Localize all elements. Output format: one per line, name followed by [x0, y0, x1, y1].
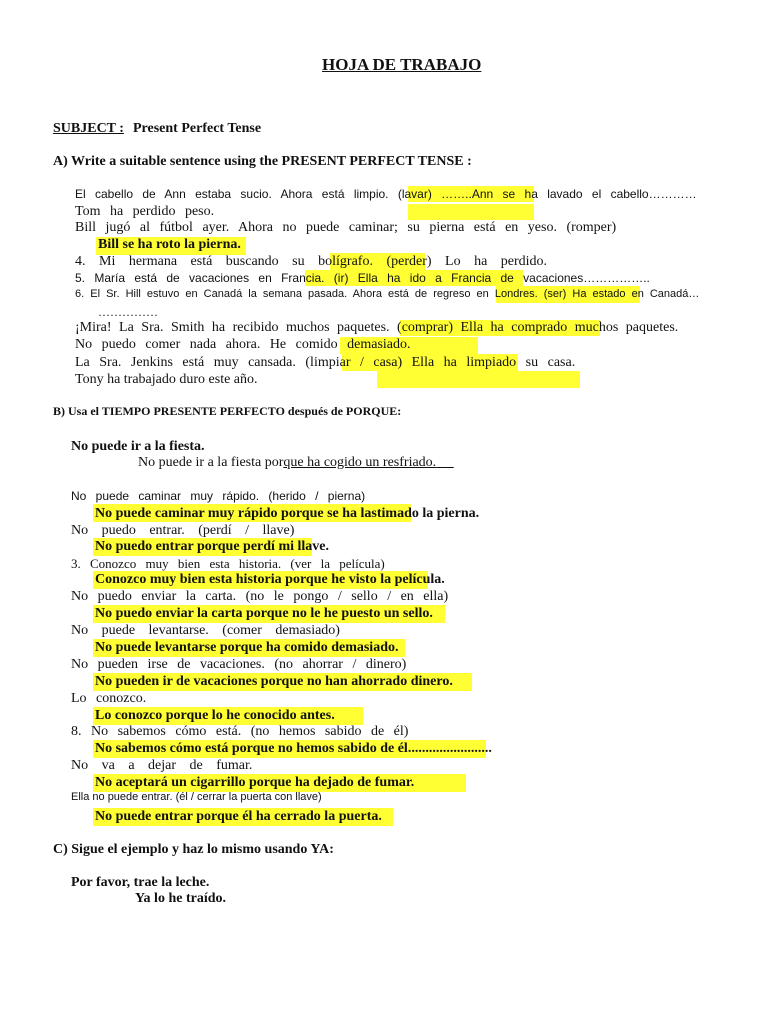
section-a-line: El cabello de Ann estaba sucio. Ahora está limpio. (lavar) ……..Ann se ha lavado el cabello…………: [75, 187, 697, 201]
section-b-prompt: Ella no puede entrar. (él / cerrar la puerta con llave): [71, 791, 322, 803]
section-c-heading: C) Sigue el ejemplo y haz lo mismo usando YA:: [53, 842, 334, 857]
section-b-heading: B) Usa el TIEMPO PRESENTE PERFECTO después de PORQUE:: [53, 404, 402, 418]
section-b-answer: No aceptará un cigarrillo porque ha dejado de fumar.: [95, 775, 415, 790]
highlight: [377, 371, 580, 388]
section-a-line: 4. Mi hermana está buscando su bolígrafo. (perder) Lo ha perdido.: [75, 254, 548, 269]
section-a-line: La Sra. Jenkins está muy cansada. (limpiar / casa) Ella ha limpiado su casa.: [75, 355, 576, 370]
section-c-example-prompt: Por favor, trae la leche.: [71, 875, 210, 890]
section-b-prompt: No puede caminar muy rápido. (herido / pierna): [71, 489, 366, 503]
section-b-prompt: Lo conozco.: [71, 691, 147, 706]
section-b-prompt: No puedo enviar la carta. (no le pongo / sello / en ella): [71, 589, 449, 604]
section-b-answer: No pueden ir de vacaciones porque no han ahorrado dinero.: [95, 674, 453, 689]
section-a-line: 6. El Sr. Hill estuvo en Canadá la semana pasada. Ahora está de regreso en Londres. (ser) Ha estado en Canadá…: [75, 288, 700, 300]
section-a-line: ¡Mira! La Sra. Smith ha recibido muchos paquetes. (comprar) Ella ha comprado muchos paquetes.: [75, 320, 679, 335]
section-b-answer: Conozco muy bien esta historia porque he visto la película.: [95, 572, 445, 587]
example-answer-underlined: que ha cogido un resfriado.: [283, 455, 437, 470]
section-b-prompt: 8. No sabemos cómo está. (no hemos sabido de él): [71, 724, 409, 739]
section-b-prompt: No puedo entrar. (perdí / llave): [71, 523, 295, 538]
page-title: HOJA DE TRABAJO: [322, 55, 482, 74]
section-a-line: No puedo comer nada ahora. He comido demasiado.: [75, 337, 411, 352]
section-b-answer: Lo conozco porque lo he conocido antes.: [95, 708, 335, 723]
section-a-line: ……………: [98, 305, 158, 319]
section-a-line: 5. María está de vacaciones en Francia. (ir) Ella ha ido a Francia de vacaciones……………..: [75, 271, 650, 285]
section-a-line: Bill jugó al fútbol ayer. Ahora no puede caminar; su pierna está en yeso. (romper): [75, 220, 617, 235]
section-c-example-answer: Ya lo he traído.: [135, 891, 226, 906]
subject-value: Present Perfect Tense: [133, 121, 262, 136]
example-answer-blank: [436, 455, 454, 470]
highlight: [408, 204, 534, 220]
section-a-line: Tony ha trabajado duro este año.: [75, 372, 258, 387]
section-b-prompt: No pueden irse de vacaciones. (no ahorrar / dinero): [71, 657, 407, 672]
section-b-answer: No sabemos cómo está porque no hemos sabido de él........................: [95, 741, 492, 756]
section-b-prompt: No puede levantarse. (comer demasiado): [71, 623, 340, 638]
section-b-example-answer: [138, 456, 454, 470]
section-b-prompt: No va a dejar de fumar.: [71, 758, 253, 773]
section-b-answer: No puede entrar porque él ha cerrado la puerta.: [95, 809, 382, 824]
section-a-line: Tom ha perdido peso.: [75, 204, 215, 219]
section-b-answer: No puedo enviar la carta porque no le he puesto un sello.: [95, 606, 433, 621]
section-b-prompt: 3. Conozco muy bien esta historia. (ver la película): [71, 556, 385, 571]
section-b-answer: No puede levantarse porque ha comido demasiado.: [95, 640, 399, 655]
subject-label: SUBJECT :: [53, 121, 124, 136]
section-a-line: Bill se ha roto la pierna.: [98, 237, 241, 252]
example-answer-plain: No puede ir a la fiesta por: [138, 455, 284, 470]
section-b-example-prompt: No puede ir a la fiesta.: [71, 439, 205, 454]
section-a-heading: A) Write a suitable sentence using the PRESENT PERFECT TENSE :: [53, 154, 472, 169]
section-b-answer: No puede caminar muy rápido porque se ha lastimado la pierna.: [95, 506, 480, 521]
section-b-answer: No puedo entrar porque perdí mi llave.: [95, 539, 329, 554]
